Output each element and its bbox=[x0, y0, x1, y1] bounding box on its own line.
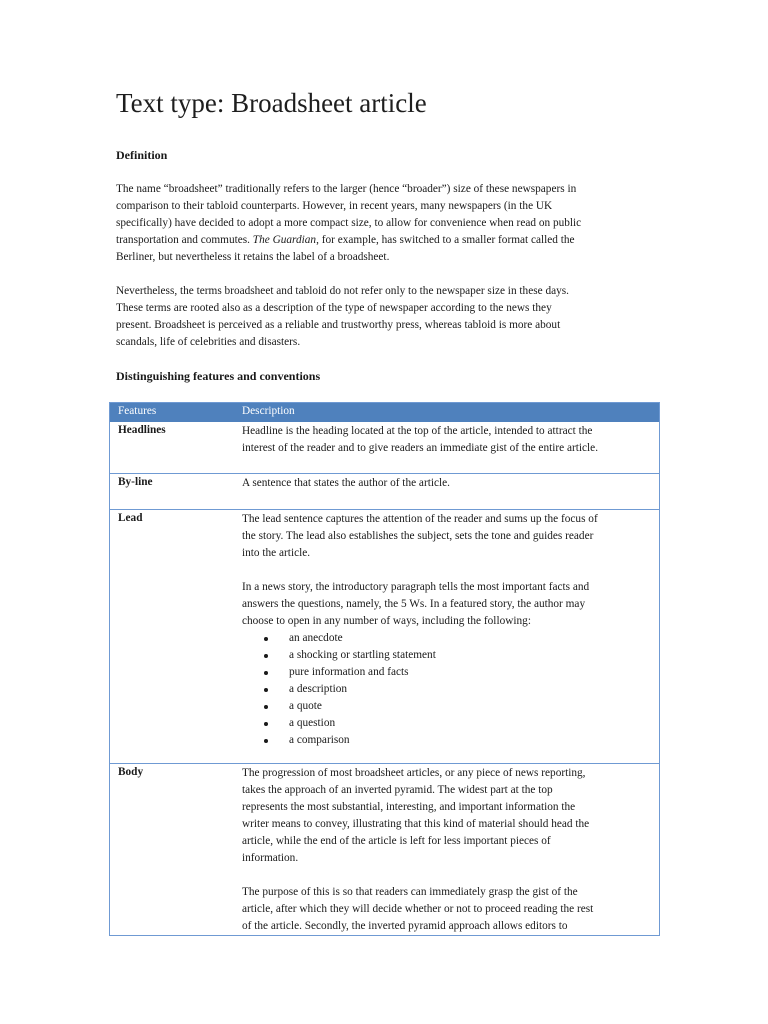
line-text: , for example, has switched to a smaller format called the bbox=[316, 234, 575, 246]
page-title: Text type: Broadsheet article bbox=[116, 88, 427, 118]
list-item-text: a description bbox=[289, 683, 348, 695]
description-line: interest of the reader and to give readers an immediate gist of the entire article. bbox=[242, 442, 599, 454]
feature-name: Headlines bbox=[118, 424, 166, 436]
table-row-lead bbox=[110, 510, 659, 764]
list-item-text: a comparison bbox=[289, 734, 350, 746]
description-line: represents the most substantial, interesting, and important information the bbox=[242, 801, 576, 813]
feature-name: Lead bbox=[118, 512, 143, 524]
list-item bbox=[242, 698, 657, 715]
list-item bbox=[242, 630, 657, 647]
header-features: Features bbox=[118, 405, 157, 417]
paragraph-line: Berliner, but nevertheless it retains the label of a broadsheet. bbox=[116, 251, 390, 263]
bullet-icon bbox=[264, 722, 268, 726]
bullet-icon bbox=[264, 705, 268, 709]
list-item bbox=[242, 647, 657, 664]
list-item-text: a shocking or startling statement bbox=[289, 649, 436, 661]
description-line: information. bbox=[242, 852, 299, 864]
paragraph-gap bbox=[242, 562, 657, 579]
description-line: of the article. Secondly, the inverted pyramid approach allows editors to bbox=[242, 920, 568, 932]
feature-description bbox=[242, 765, 657, 935]
table-header bbox=[110, 403, 659, 422]
list-item-text: pure information and facts bbox=[289, 666, 409, 678]
bullet-icon bbox=[264, 671, 268, 675]
list-item bbox=[242, 732, 657, 749]
definition-heading: Definition bbox=[116, 148, 168, 162]
paragraph-gap bbox=[242, 867, 657, 884]
description-line: The progression of most broadsheet articles, or any piece of news reporting, bbox=[242, 767, 586, 779]
bullet-icon bbox=[264, 637, 268, 641]
features-table bbox=[109, 402, 660, 936]
feature-name: By-line bbox=[118, 476, 153, 488]
list-item bbox=[242, 715, 657, 732]
description-line: In a news story, the introductory paragraph tells the most important facts and bbox=[242, 581, 590, 593]
description-line: the story. The lead also establishes the subject, sets the tone and guides reader bbox=[242, 530, 594, 542]
table-row-body bbox=[110, 764, 659, 936]
bullet-icon bbox=[264, 654, 268, 658]
paragraph-line: comparison to their tabloid counterparts. However, in recent years, many newspapers (in the UK bbox=[116, 200, 553, 212]
description-line: A sentence that states the author of the article. bbox=[242, 477, 450, 489]
paragraph-line: scandals, life of celebrities and disasters. bbox=[116, 336, 301, 348]
description-line: Headline is the heading located at the top of the article, intended to attract the bbox=[242, 425, 593, 437]
feature-name: Body bbox=[118, 766, 144, 778]
paragraph-line: These terms are rooted also as a description of the type of newspaper according to the news they bbox=[116, 302, 552, 314]
header-description: Description bbox=[242, 405, 295, 417]
features-heading: Distinguishing features and conventions bbox=[116, 369, 321, 383]
paragraph-line: present. Broadsheet is perceived as a reliable and trustworthy press, whereas tabloid is more about bbox=[116, 319, 561, 331]
feature-description bbox=[242, 475, 657, 492]
list-item-text: a question bbox=[289, 717, 336, 729]
list-item bbox=[242, 664, 657, 681]
paragraph-line: The name “broadsheet” traditionally refers to the larger (hence “broader”) size of these newspapers in bbox=[116, 183, 577, 195]
table-row-headlines bbox=[110, 422, 659, 474]
paragraph-line bbox=[116, 232, 656, 249]
description-line: The lead sentence captures the attention of the reader and sums up the focus of bbox=[242, 513, 598, 525]
description-line: answers the questions, namely, the 5 Ws. In a featured story, the author may bbox=[242, 598, 586, 610]
definition-paragraph-2 bbox=[116, 283, 656, 351]
table-row-byline bbox=[110, 474, 659, 510]
definition-paragraph-1 bbox=[116, 181, 656, 266]
description-line: writer means to convey, illustrating that this kind of material should head the bbox=[242, 818, 590, 830]
bullet-icon bbox=[264, 688, 268, 692]
bullet-icon bbox=[264, 739, 268, 743]
lead-options-list bbox=[242, 630, 657, 749]
paragraph-line: Nevertheless, the terms broadsheet and tabloid do not refer only to the newspaper size in these days. bbox=[116, 285, 569, 297]
newspaper-name: The Guardian bbox=[252, 234, 317, 246]
feature-description bbox=[242, 423, 657, 457]
description-line: into the article. bbox=[242, 547, 311, 559]
list-item-text: a quote bbox=[289, 700, 322, 712]
line-text: transportation and commutes. bbox=[116, 234, 253, 246]
description-line: The purpose of this is so that readers can immediately grasp the gist of the bbox=[242, 886, 578, 898]
description-line: article, while the end of the article is left for less important pieces of bbox=[242, 835, 551, 847]
paragraph-line: specifically) have decided to adopt a more compact size, to allow for convenience when read on public bbox=[116, 217, 582, 229]
list-item-text: an anecdote bbox=[289, 632, 343, 644]
description-line: article, after which they will decide whether or not to proceed reading the rest bbox=[242, 903, 594, 915]
list-item bbox=[242, 681, 657, 698]
description-line: takes the approach of an inverted pyramid. The widest part at the top bbox=[242, 784, 553, 796]
description-line: choose to open in any number of ways, including the following: bbox=[242, 615, 531, 627]
feature-description bbox=[242, 511, 657, 749]
